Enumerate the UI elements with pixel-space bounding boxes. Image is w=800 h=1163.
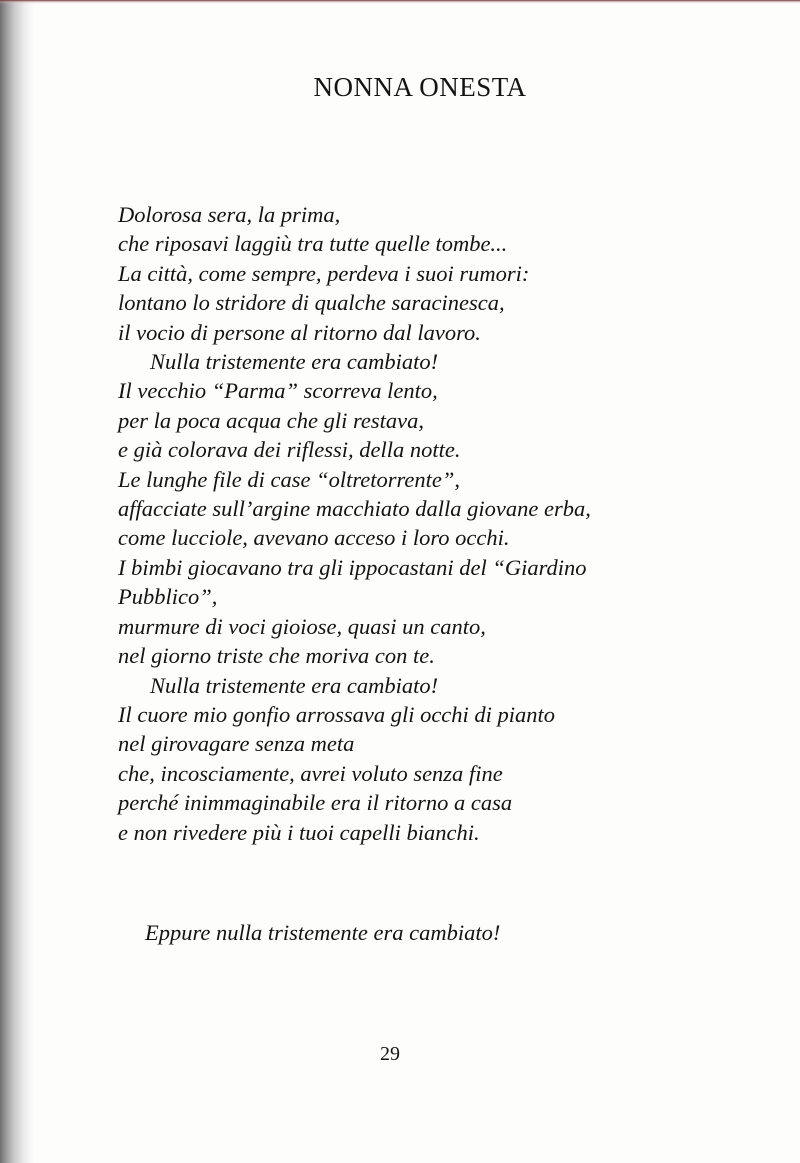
poem-line: come lucciole, avevano acceso i loro occhi. bbox=[118, 525, 510, 551]
poem-line: il vocio di persone al ritorno dal lavoro. bbox=[118, 319, 481, 345]
poem-line: Pubblico”, bbox=[118, 584, 218, 610]
binding-shadow bbox=[0, 0, 34, 1163]
poem-line: e non rivedere più i tuoi capelli bianchi. bbox=[118, 819, 480, 845]
poem-refrain-line: Nulla tristemente era cambiato! bbox=[150, 349, 439, 375]
poem-line: e già colorava dei riflessi, della notte. bbox=[118, 437, 461, 463]
poem-line: murmure di voci gioiose, quasi un canto, bbox=[118, 613, 486, 639]
page-top-edge bbox=[0, 0, 800, 4]
poem-line: Il vecchio “Parma” scorreva lento, bbox=[118, 378, 438, 404]
poem-line: Le lunghe file di case “oltretorrente”, bbox=[118, 466, 461, 492]
poem-line: I bimbi giocavano tra gli ippocastani del “Giardino bbox=[118, 554, 587, 580]
poem-title: NONNA ONESTA bbox=[313, 72, 527, 102]
poem-line: lontano lo stridore di qualche saracinesca, bbox=[118, 290, 505, 316]
poem-line: Il cuore mio gonfio arrossava gli occhi di pianto bbox=[118, 701, 556, 727]
poem-line: affacciate sull’argine macchiato dalla giovane erba, bbox=[118, 496, 591, 522]
page-number: 29 bbox=[380, 1043, 400, 1065]
poem-line: nel girovagare senza meta bbox=[118, 731, 355, 757]
poem-line: perché inimmaginabile era il ritorno a casa bbox=[118, 790, 513, 816]
poem-body bbox=[118, 200, 778, 847]
poem-final-line: Eppure nulla tristemente era cambiato! bbox=[145, 920, 501, 945]
poem-refrain-line: Nulla tristemente era cambiato! bbox=[150, 672, 439, 698]
poem-line: nel giorno triste che moriva con te. bbox=[118, 643, 435, 669]
poem-line: per la poca acqua che gli restava, bbox=[118, 407, 424, 433]
poem-line: Dolorosa sera, la prima, bbox=[118, 202, 341, 227]
poem-line: che, incosciamente, avrei voluto senza fine bbox=[118, 760, 503, 786]
poem-line: La città, come sempre, perdeva i suoi rumori: bbox=[118, 260, 530, 286]
poem-line: che riposavi laggiù tra tutte quelle tombe... bbox=[118, 231, 508, 257]
